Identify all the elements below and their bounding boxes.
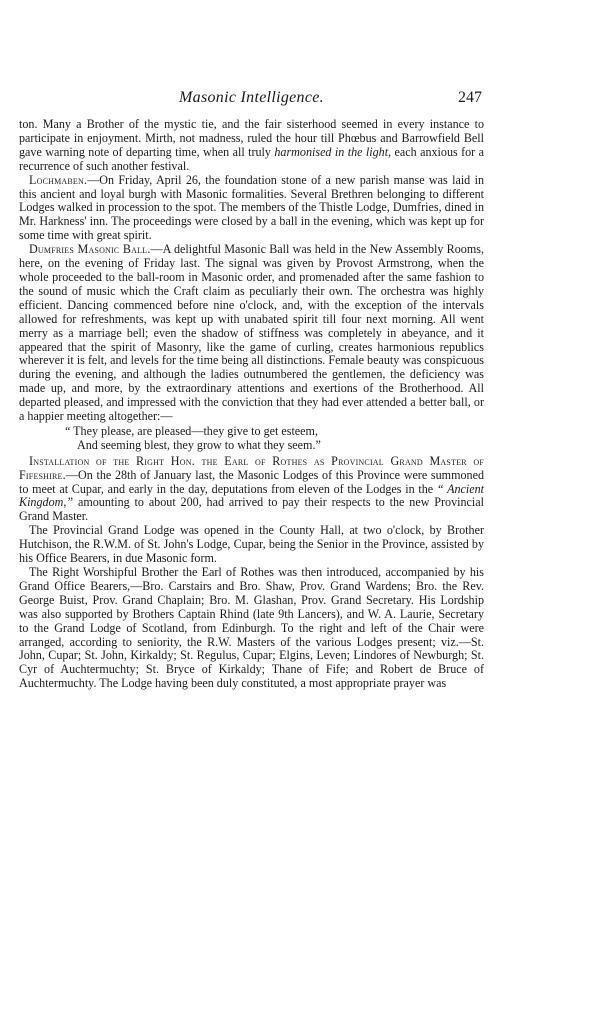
italic-phrase: harmonised in the light bbox=[274, 144, 389, 159]
paragraph-continuation bbox=[19, 118, 484, 174]
italic-phrase: “ Ancient Kingdom,” bbox=[19, 481, 485, 510]
section-heading: Lochmaben. bbox=[29, 172, 88, 187]
book-page bbox=[19, 88, 484, 691]
verse-line: And seeming blest, they grow to what they seem.” bbox=[77, 437, 321, 452]
paragraph-earl-introduced bbox=[19, 566, 484, 691]
paragraph-text: The Right Worshipful Brother the Earl of Rothes was then introduced, accompanied by his Grand Office Bearers,—Bro. Carstairs and Bro. Shaw, Prov. Grand Wardens; Bro. the Rev. George Buist, Prov. Grand Chaplain; Bro. M. Glashan, Prov. Grand Secretary. His Lordship was also supported by Brothers Captain Rhind (late 9th Lancers), and W. A. Laurie, Secretary to the Grand Lodge of Scotland, from Edinburgh. To the right and left of the Chair were arranged, according to seniority, the R.W. Masters of the various Lodges present; viz.—St. John, Cupar; St. John, Kirkaldy; St. Regulus, Cupar; Elgins, Leven; Lindores of Newburgh; St. Cyr of Auchtermuchty; St. Bryce of Kirkaldy; Thane of Fife; and Robert de Bruce of Auchtermuchty. The Lodge having been duly constituted, a most appropriate prayer was bbox=[19, 565, 484, 691]
page-number: 247 bbox=[458, 89, 482, 106]
paragraph-text: —On the 28th of January last, the Masonic Lodges of this Province were summoned to meet at Cupar, and early in the day, deputations from eleven of the Lodges in the bbox=[19, 467, 484, 496]
paragraph-text: ton. Many a Brother of the mystic tie, and the fair sisterhood seemed in every instance to participate in enjoyment. Mirth, not madness, ruled the hour till Phœbus and Barrowfield Bell gave warning note of departing time, when all truly bbox=[19, 117, 484, 159]
section-heading: Dumfries Masonic Ball. bbox=[29, 242, 151, 257]
paragraph-text: amounting to about 200, had arrived to pay their respects to the new Provincial Grand Master. bbox=[19, 495, 484, 524]
verse-quotation bbox=[19, 425, 484, 453]
section-heading: Installation of the Right Hon. the Earl of Rothes as Provincial Grand Master of Fifeshire. bbox=[19, 453, 484, 482]
running-title: Masonic Intelligence. bbox=[179, 89, 324, 106]
paragraph-dumfries-ball bbox=[19, 243, 484, 424]
page-body bbox=[19, 118, 484, 691]
paragraph-text: —A delightful Masonic Ball was held in the New Assembly Rooms, here, on the evening of Friday last. The signal was given by Provost Armstrong, when the whole proceeded to the ball-room in Masonic order, and promenaded after the same fashion to the sound of music which the Craft claim as peculiarly their own. The orchestra was highly efficient. Dancing commenced before nine o'clock, and, with the exception of the intervals allowed for refreshments, was kept up with unabated spirit till four next morning. All went merry as a marriage bell; even the shadow of stiffness was completely in abeyance, and it appeared that the spirit of Masonry, like the game of curling, creates harmonious republics wherever it is felt, and levels for the time being all distinctions. Female beauty was conspicuous during the evening, and although the ladies outnumbered the gentlemen, the deficiency was made up, and more, by the extraordinary attentions and exertions of the Brotherhood. All departed pleased, and impressed with the conviction that they had ever attended a better ball, or a happier meeting altogether:— bbox=[19, 242, 484, 424]
verse-line: “ They please, are pleased—they give to get esteem, bbox=[65, 423, 318, 438]
paragraph-text: The Provincial Grand Lodge was opened in the County Hall, at two o'clock, by Brother Hutchison, the R.W.M. of St. John's Lodge, Cupar, being the Senior in the Province, assisted by his Office Bearers, in due Masonic form. bbox=[19, 523, 484, 566]
paragraph-lochmaben bbox=[19, 174, 484, 244]
paragraph-installation bbox=[19, 455, 484, 525]
running-head bbox=[19, 88, 484, 112]
paragraph-text: , each anxious for a recurrence of such another festival. bbox=[19, 144, 484, 173]
paragraph-text: —On Friday, April 26, the foundation stone of a new parish manse was laid in this ancient and loyal burgh with Masonic formalities. Several Brethren belonging to different Lodges walked in procession to the spot. The members of the Thistle Lodge, Dumfries, dined in Mr. Harkness' inn. The proceedings were closed by a ball in the evening, which was kept up for some time with great spirit. bbox=[19, 172, 484, 243]
paragraph-grand-lodge-opened bbox=[19, 524, 484, 566]
